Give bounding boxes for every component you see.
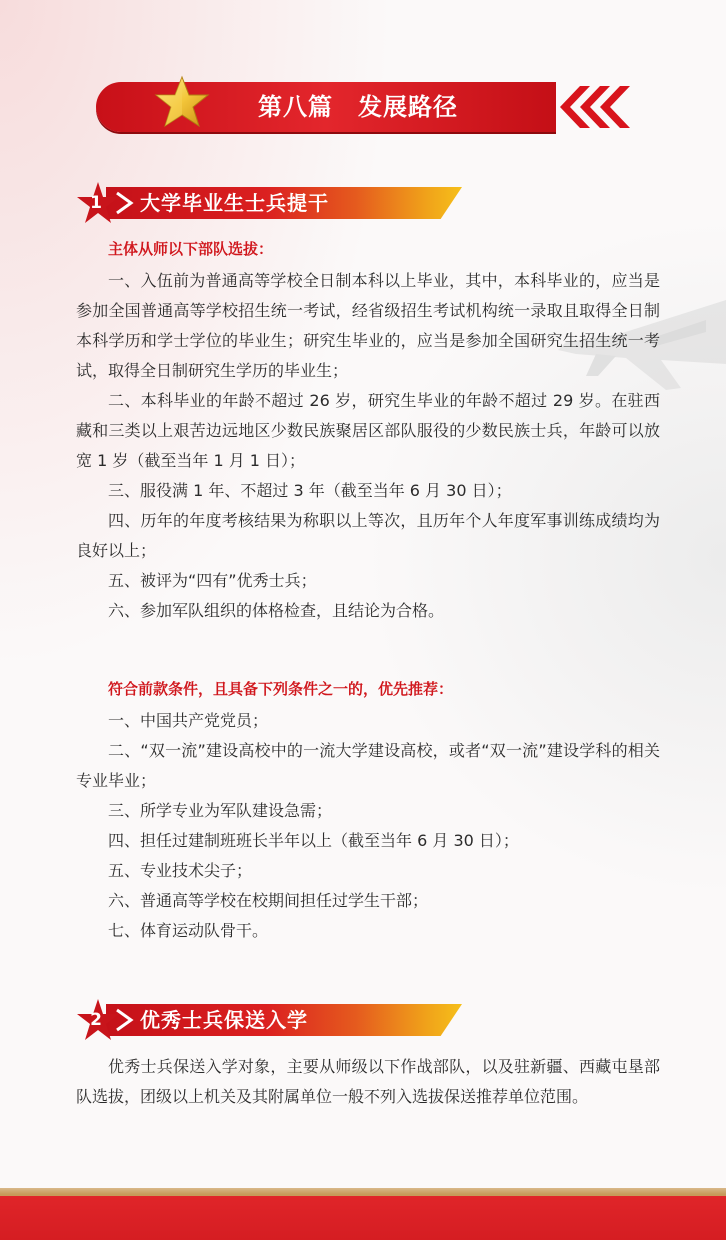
priority-item: 三、所学专业为军队建设急需； [108, 801, 333, 820]
section-number: 2 [90, 1010, 102, 1030]
requirement-item: 五、被评为“四有”优秀士兵； [108, 571, 317, 590]
requirement-item: 三、服役满 1 年、不超过 3 年（截至当年 6 月 30 日）； [108, 481, 512, 500]
chevron-right-icon [114, 1008, 134, 1032]
section-1-body [76, 236, 660, 626]
body-paragraph: 优秀士兵保送入学对象，主要从师级以下作战部队，以及驻新疆、西藏屯垦部队选拔，团级以上机关及其附属单位一般不列入选拔保送推荐单位范围。 [76, 1057, 660, 1106]
section-number: 1 [90, 193, 102, 213]
section-2-body [76, 1052, 660, 1112]
subheading-priority: 符合前款条件，且具备下列条件之一的，优先推荐： [108, 680, 454, 698]
priority-item: 二、“双一流”建设高校中的一流大学建设高校，或者“双一流”建设学科的相关专业毕业； [76, 741, 660, 790]
section-title: 优秀士兵保送入学 [140, 1008, 308, 1032]
priority-item: 五、专业技术尖子； [108, 861, 253, 880]
priority-item: 一、中国共产党党员； [108, 711, 269, 730]
chapter-title: 第八篇 发展路径 [258, 93, 458, 121]
triple-chevron-left-icon [558, 84, 630, 130]
priority-item: 七、体育运动队骨干。 [108, 921, 269, 940]
chevron-right-icon [114, 191, 134, 215]
priority-item: 四、担任过建制班班长半年以上（截至当年 6 月 30 日）； [108, 831, 519, 850]
section-1-priority [76, 676, 660, 946]
gold-star-icon [154, 74, 210, 130]
requirement-item: 六、参加军队组织的体格检查，且结论为合格。 [108, 601, 445, 620]
chapter-banner [96, 82, 630, 132]
requirement-item: 二、本科毕业的年龄不超过 26 岁，研究生毕业的年龄不超过 29 岁。在驻西藏和三类以上艰苦边远地区少数民族聚居区部队服役的少数民族士兵，年龄可以放宽 1 岁（截至当年 1 月 1 日）； [76, 391, 660, 470]
subheading-selection: 主体从师以下部队选拔： [108, 240, 274, 258]
priority-item: 六、普通高等学校在校期间担任过学生干部； [108, 891, 429, 910]
section-header-1 [76, 181, 466, 225]
requirement-item: 一、入伍前为普通高等学校全日制本科以上毕业，其中，本科毕业的，应当是参加全国普通高等学校招生统一考试，经省级招生考试机构统一录取且取得全日制本科学历和学士学位的毕业生；研究生毕业的，应当是参加全国研究生招生统一考试，取得全日制研究生学历的毕业生； [76, 271, 660, 380]
section-header-2 [76, 998, 466, 1042]
footer-red-band [0, 1196, 726, 1240]
section-title: 大学毕业生士兵提干 [140, 191, 329, 215]
requirement-item: 四、历年的年度考核结果为称职以上等次，且历年个人年度军事训练成绩均为良好以上； [76, 511, 660, 560]
